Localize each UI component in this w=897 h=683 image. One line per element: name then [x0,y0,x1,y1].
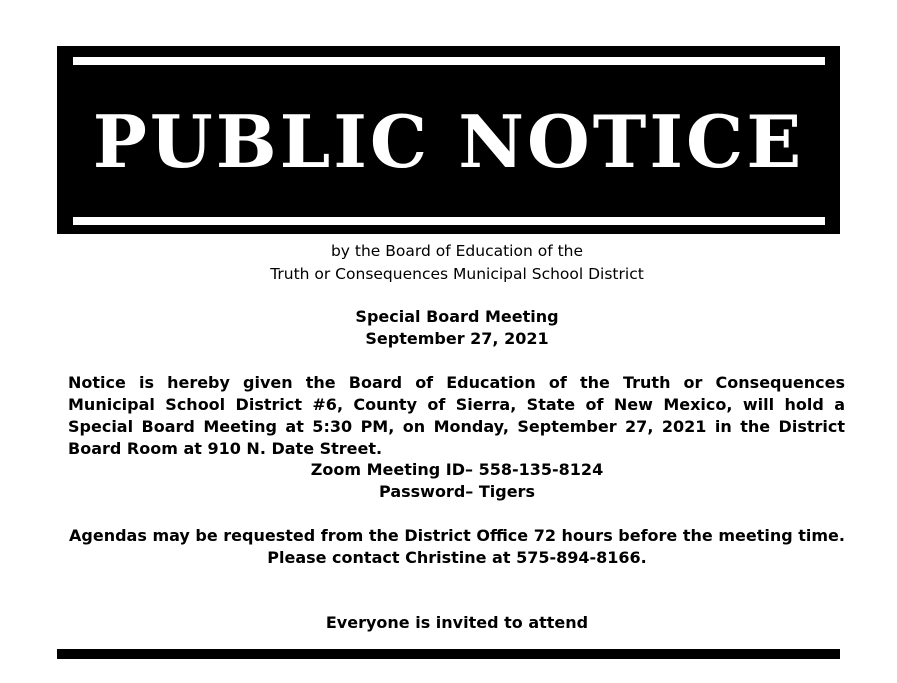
meeting-date: September 27, 2021 [365,329,549,348]
bottom-rule [57,649,840,659]
notice-body: Notice is hereby given the Board of Education of the Truth or Consequences Municipal School District #6, County of Sierra, State of New Mexico, will hold a Special Board Meeting at 5:30 PM, on Monday, September 27, 2021 in the District Board Room at 910 N. Date Street. [68,373,845,458]
banner-top-rule [73,57,825,65]
subheading-line-1: by the Board of Education of the [330,242,584,260]
zoom-password: Password– Tigers [379,482,535,501]
banner-title: PUBLIC NOTICE [92,99,805,184]
meeting-type: Special Board Meeting [355,307,559,326]
closing-invitation: Everyone is invited to attend [325,613,589,632]
zoom-meeting-id: Zoom Meeting ID– 558-135-8124 [310,460,604,479]
agenda-request-line: Agendas may be requested from the District Office 72 hours before the meeting time. [69,526,845,545]
banner-bottom-rule [73,217,825,225]
contact-line: Please contact Christine at 575-894-8166. [267,548,647,567]
subheading-line-2: Truth or Consequences Municipal School District [270,265,644,283]
public-notice-banner [57,46,840,234]
